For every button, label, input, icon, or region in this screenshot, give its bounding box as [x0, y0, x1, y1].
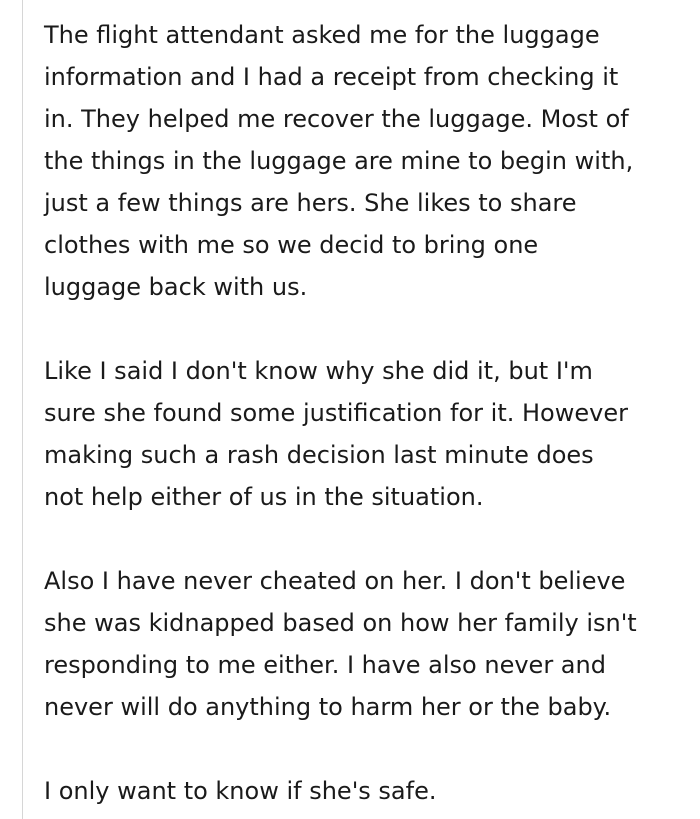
paragraph-justification: [44, 350, 700, 518]
text-line: not help either of us in the situation.: [44, 483, 484, 511]
paragraph-luggage: [44, 14, 700, 308]
text-line: I only want to know if she's safe.: [44, 777, 437, 805]
text-line: The flight attendant asked me for the luggage: [44, 21, 600, 49]
text-line: information and I had a receipt from checking it: [44, 63, 619, 91]
text-line: just a few things are hers. She likes to share: [44, 189, 577, 217]
post-body: [22, 0, 700, 819]
text-line: in. They helped me recover the luggage. Most of: [44, 105, 629, 133]
text-line: responding to me either. I have also never and: [44, 651, 606, 679]
text-line: Also I have never cheated on her. I don't believe: [44, 567, 626, 595]
text-line: making such a rash decision last minute does: [44, 441, 594, 469]
text-line: never will do anything to harm her or the baby.: [44, 693, 612, 721]
text-line: she was kidnapped based on how her family isn't: [44, 609, 637, 637]
text-line: luggage back with us.: [44, 273, 308, 301]
text-line: clothes with me so we decid to bring one: [44, 231, 539, 259]
paragraph-safe: [44, 770, 700, 812]
text-line: Like I said I don't know why she did it, but I'm: [44, 357, 593, 385]
paragraph-never-cheated: [44, 560, 700, 728]
text-line: the things in the luggage are mine to begin with,: [44, 147, 634, 175]
text-line: sure she found some justification for it. However: [44, 399, 628, 427]
